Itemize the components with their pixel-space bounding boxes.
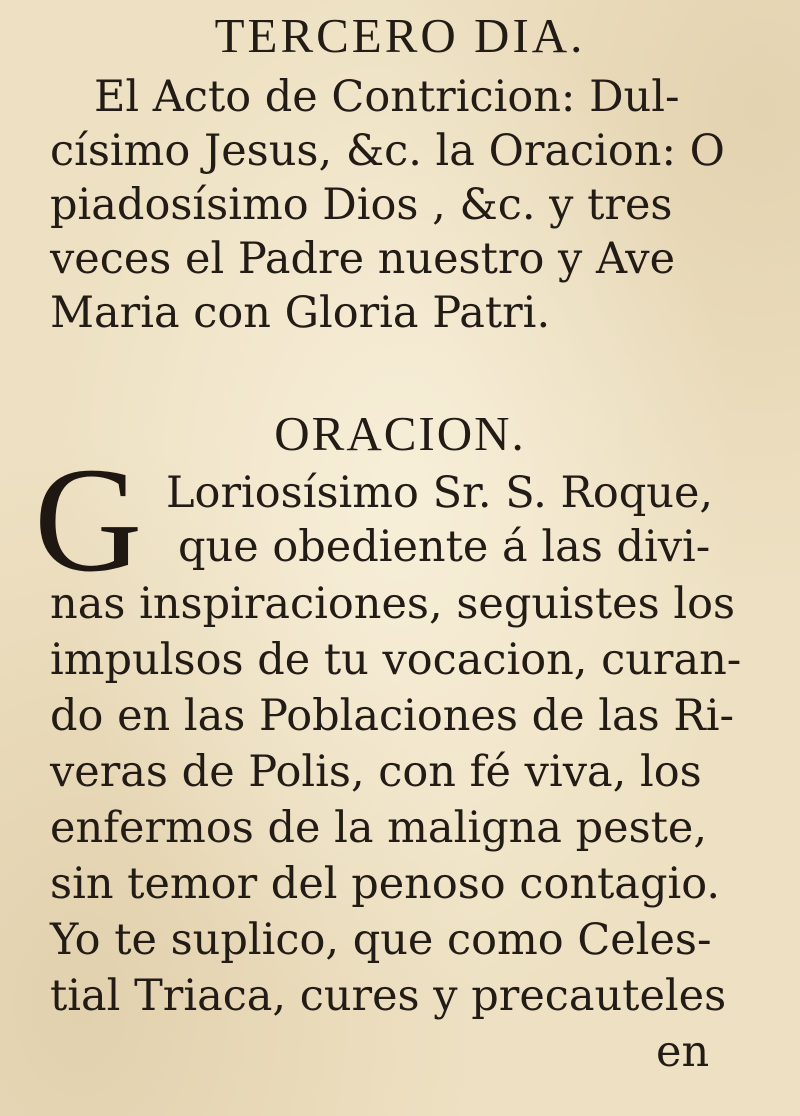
section-heading-oracion: ORACION. [274, 406, 526, 461]
paragraph-line: veras de Polis, con fé viva, los [50, 747, 702, 797]
paragraph-line: veces el Padre nuestro y Ave [50, 234, 676, 284]
paragraph-line: Maria con Gloria Patri. [50, 288, 551, 338]
paragraph-line: tial Triaca, cures y precauteles [50, 971, 727, 1021]
paragraph-line: nas inspiraciones, seguistes los [50, 579, 736, 629]
paragraph-line: císimo Jesus, &c. la Oracion: O [50, 126, 725, 176]
paragraph-line: Yo te suplico, que como Celes- [50, 915, 712, 965]
drop-cap-initial: G [34, 437, 143, 603]
paragraph-line: enfermos de la maligna peste, [50, 803, 708, 853]
paragraph-line: piadosísimo Dios , &c. y tres [50, 180, 673, 230]
paragraph-line: sin temor del penoso contagio. [50, 859, 721, 909]
catchword: en [656, 1027, 710, 1077]
paragraph-line: El Acto de Contricion: Dul- [94, 72, 680, 122]
paragraph-line: que obediente á las divi- [178, 522, 711, 572]
paragraph-line: Loriosísimo Sr. S. Roque, [166, 468, 714, 518]
show-through-texture [90, 360, 105, 414]
paragraph-line: do en las Poblaciones de las Ri- [50, 691, 735, 741]
paragraph-line: impulsos de tu vocacion, curan- [50, 635, 742, 685]
section-heading-tercero-dia: TERCERO DIA. [214, 8, 586, 63]
